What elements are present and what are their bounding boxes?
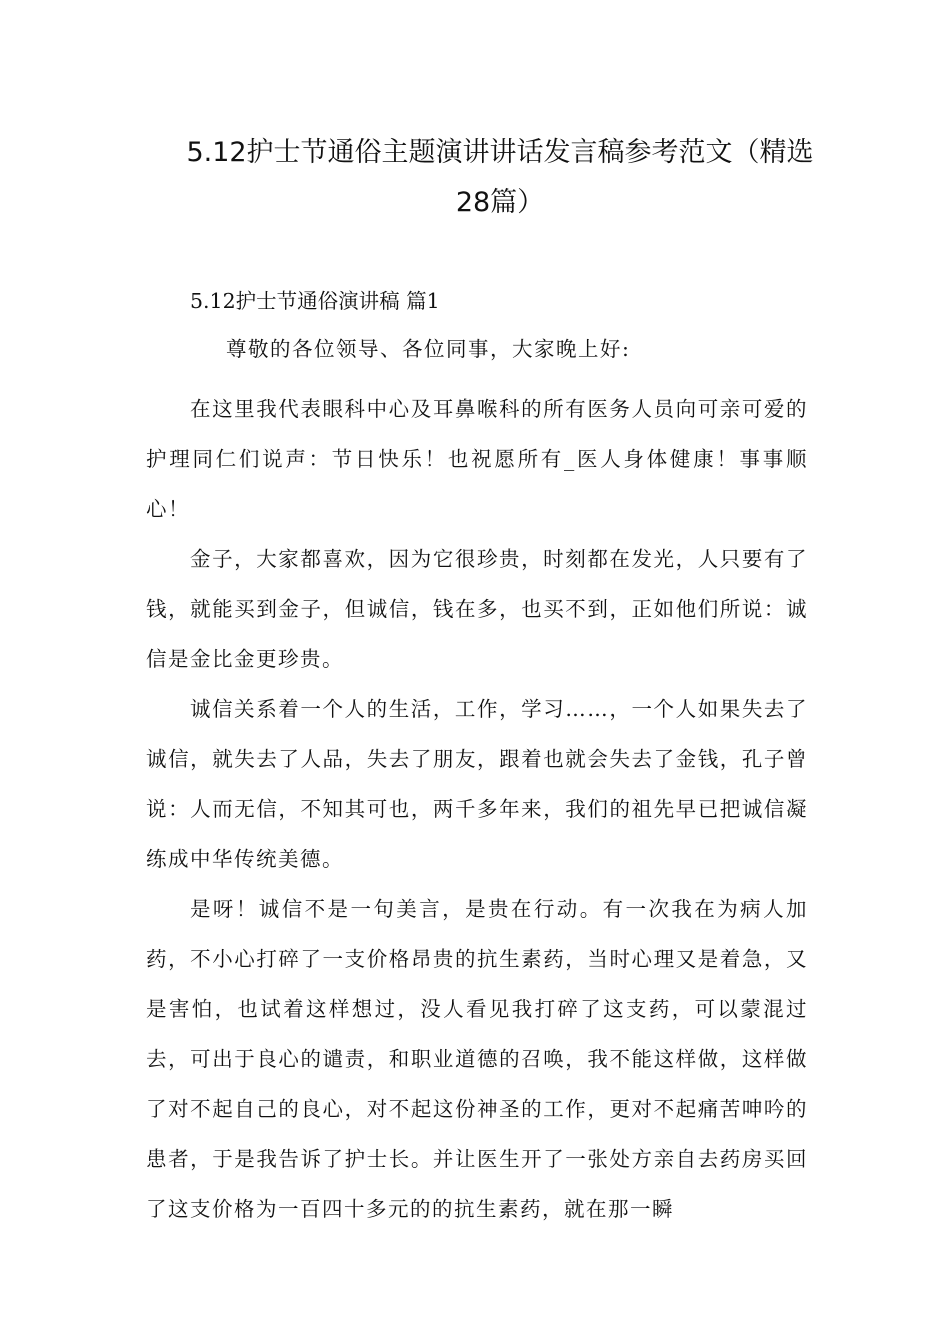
document-title: 5.12护士节通俗主题演讲讲话发言稿参考范文（精选28篇） bbox=[186, 137, 814, 218]
greeting-line: 尊敬的各位领导、各位同事，大家晚上好: bbox=[226, 337, 631, 361]
paragraph-2: 金子，大家都喜欢，因为它很珍贵，时刻都在发光，人只要有了钱，就能买到金子，但诚信，钱在多，也买不到，正如他们所说：诚信是金比金更珍贵。 bbox=[146, 547, 808, 671]
document-body bbox=[146, 334, 808, 1234]
paragraph-4: 是呀！诚信不是一句美言，是贵在行动。有一次我在为病人加药，不小心打碎了一支价格昂贵的抗生素药，当时心理又是着急，又是害怕，也试着这样想过，没人看见我打碎了这支药，可以蒙混过去，可出于良心的谴责，和职业道德的召唤，我不能这样做，这样做了对不起自己的良心，对不起这份神圣的工作，更对不起痛苦呻吟的患者，于是我告诉了护士长。并让医生开了一张处方亲自去药房买回了这支价格为一百四十多元的的抗生素药，就在那一瞬 bbox=[146, 897, 808, 1221]
paragraph-3: 诚信关系着一个人的生活，工作，学习……，一个人如果失去了诚信，就失去了人品，失去了朋友，跟着也就会失去了金钱，孔子曾说：人而无信，不知其可也，两千多年来，我们的祖先早已把诚信凝练成中华传统美德。 bbox=[146, 697, 808, 871]
paragraph-1: 在这里我代表眼科中心及耳鼻喉科的所有医务人员向可亲可爱的护理同仁们说声：节日快乐！也祝愿所有_医人身体健康！事事顺心！ bbox=[146, 397, 808, 521]
section-heading: 5.12护士节通俗演讲稿 篇1 bbox=[190, 289, 440, 313]
